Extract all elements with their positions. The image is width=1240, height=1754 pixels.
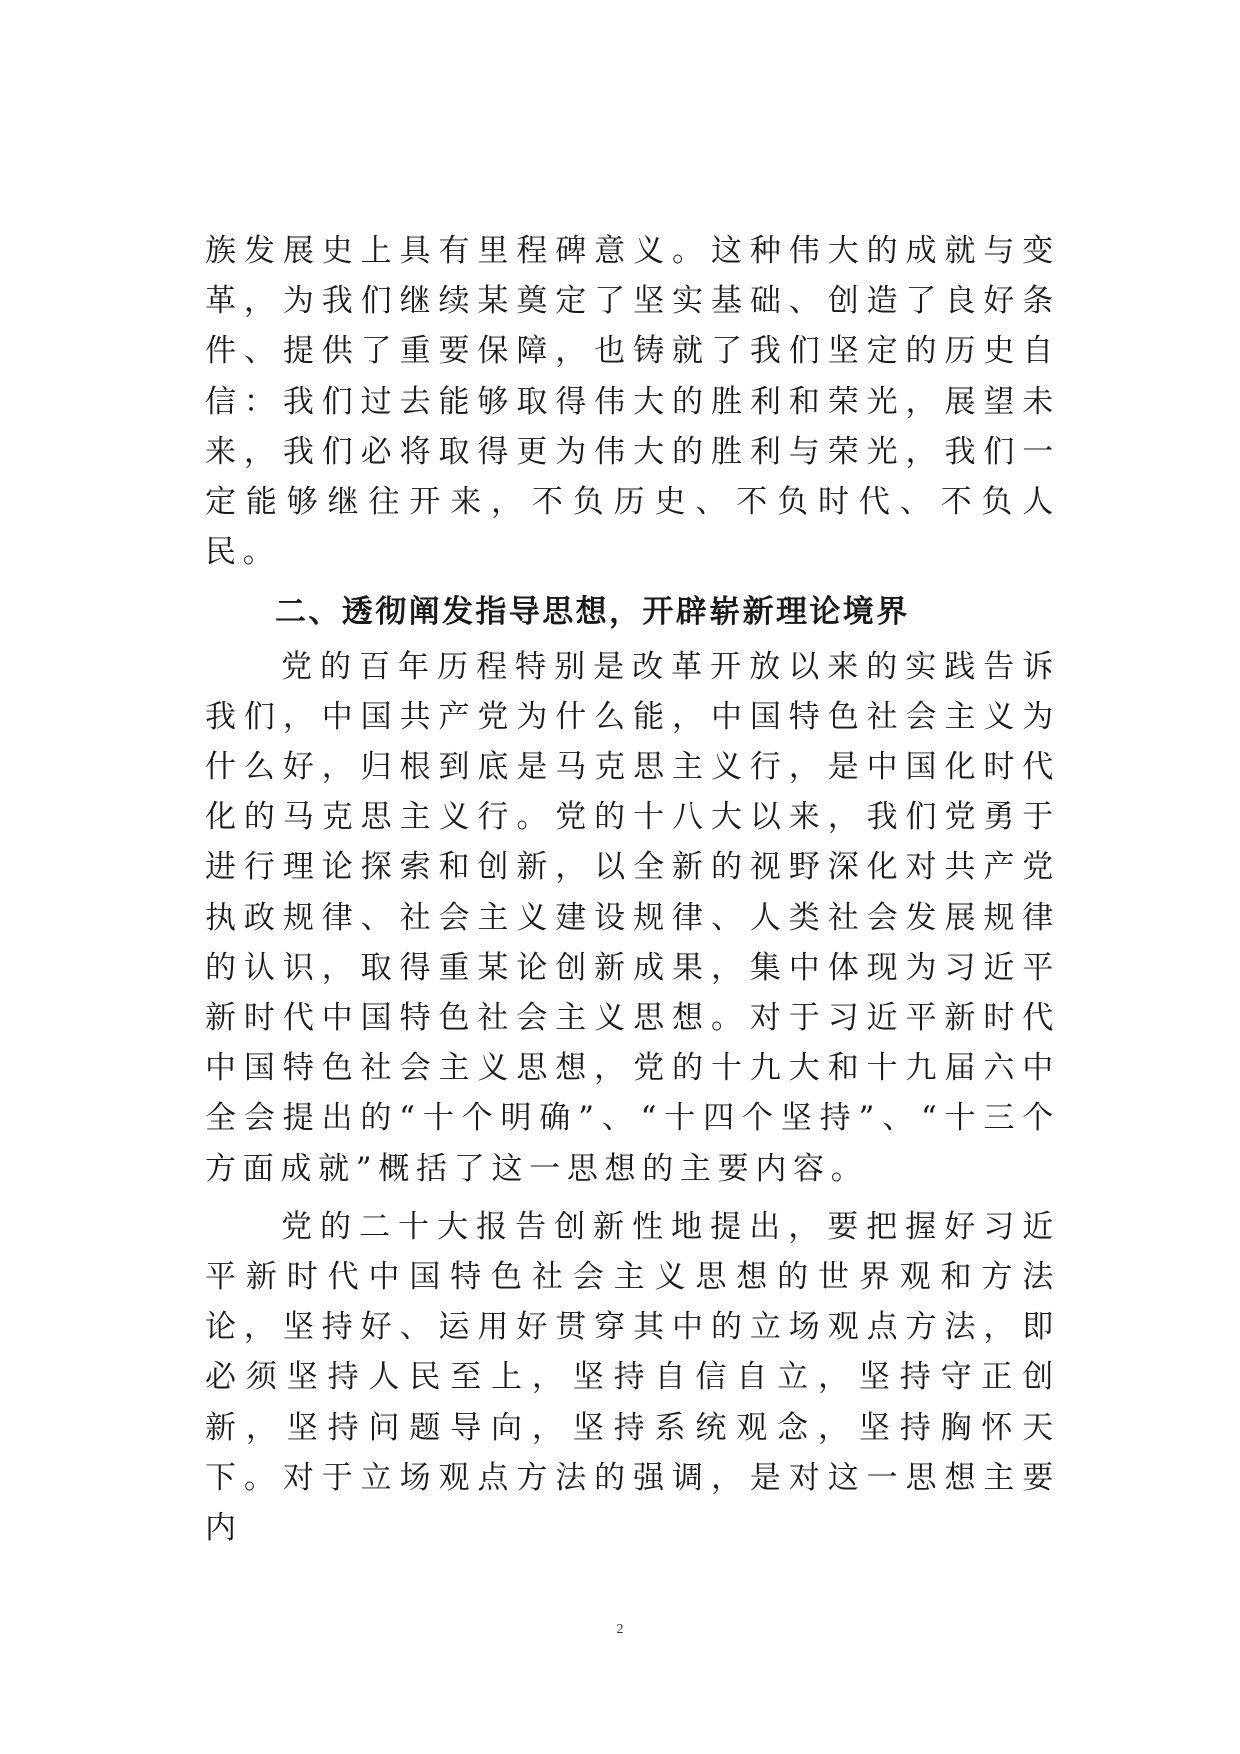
body-paragraph-2: 党的二十大报告创新性地提出，要把握好习近平新时代中国特色社会主义思想的世界观和方法论，坚持好、运用好贯穿其中的立场观点方法，即必须坚持人民至上，坚持自信自立，坚持守正创新，坚持问题导向，坚持系统观念，坚持胸怀天下。对于立场观点方法的强调，是对这一思想主要内 <box>205 1208 1060 1547</box>
page-body <box>205 226 1060 1553</box>
section-heading: 二、透彻阐发指导思想，开辟崭新理论境界 <box>275 594 910 631</box>
continued-paragraph: 族发展史上具有里程碑意义。这种伟大的成就与变革，为我们继续某奠定了坚实基础、创造了良好条件、提供了重要保障，也铸就了我们坚定的历史自信：我们过去能够取得伟大的胜利和荣光，展望未来，我们必将取得更为伟大的胜利与荣光，我们一定能够继往开来，不负历史、不负时代、不负人民。 <box>205 233 1060 571</box>
page-number: 2 <box>616 1622 624 1637</box>
body-paragraph-1: 党的百年历程特别是改革开放以来的实践告诉我们，中国共产党为什么能，中国特色社会主义为什么好，归根到底是马克思主义行，是中国化时代化的马克思主义行。党的十八大以来，我们党勇于进行理论探索和创新，以全新的视野深化对共产党执政规律、社会主义建设规律、人类社会发展规律的认识，取得重某论创新成果，集中体现为习近平新时代中国特色社会主义思想。对于习近平新时代中国特色社会主义思想，党的十九大和十九届六中全会提出的“十个明确”、“十四个坚持”、“十三个方面成就”概括了这一思想的主要内容。 <box>205 648 1060 1187</box>
